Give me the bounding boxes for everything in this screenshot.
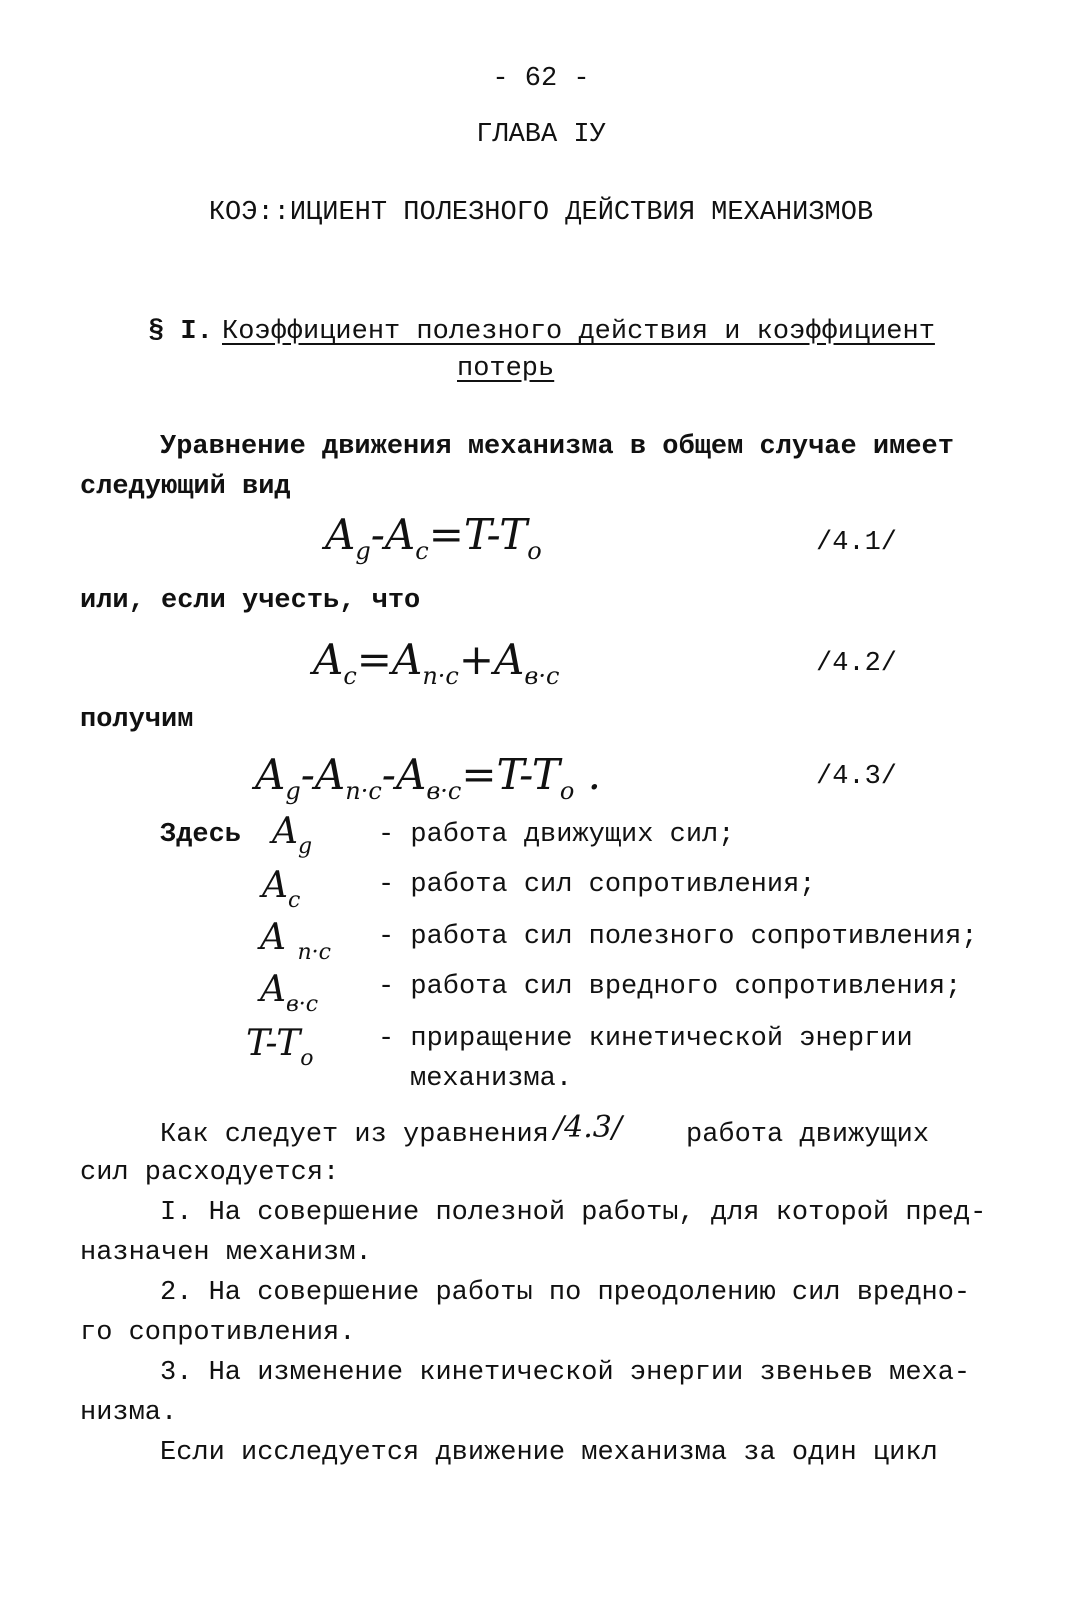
desc-Avc: - работа сил вредного сопротивления; bbox=[378, 972, 962, 1002]
list-item-3-line2: низма. bbox=[80, 1398, 178, 1428]
list-item-3-line1: 3. На изменение кинетической энергии звеньев меха- bbox=[160, 1358, 971, 1388]
list-item-1-line1: I. На совершение полезной работы, для которой пред- bbox=[160, 1198, 987, 1228]
equation-4-1: $A_g-A_c=T-T_o$ bbox=[325, 510, 542, 565]
symbol-Avc: $A_{в\cdot c}$ bbox=[260, 969, 319, 1017]
intro-line2: следующий вид bbox=[80, 472, 291, 502]
intro-line1: Уравнение движения механизма в общем случае имеет bbox=[160, 432, 954, 462]
symbol-Ag: $A_g$ bbox=[272, 811, 313, 859]
section-mark: § I. bbox=[148, 317, 213, 347]
equation-number-4-1: /4.1/ bbox=[816, 528, 898, 558]
or-text: или, если учесть, что bbox=[80, 586, 421, 616]
symbol-T-To: $T-T_o$ bbox=[246, 1023, 314, 1071]
chapter-heading: ГЛАВА IУ bbox=[476, 120, 606, 150]
desc-Anc: - работа сил полезного сопротивления; bbox=[378, 922, 978, 952]
para-line1b: работа движущих bbox=[686, 1120, 930, 1150]
desc-T-To-cont: механизма. bbox=[410, 1064, 573, 1094]
equation-4-3: $A_g-A_{n\cdot c}-A_{в\cdot c}=T-T_o$ . bbox=[255, 750, 602, 805]
chapter-title: КОЭ::ИЦИЕНТ ПОЛЕЗНОГО ДЕЙСТВИЯ МЕХАНИЗМОВ bbox=[208, 198, 874, 228]
equation-number-4-3: /4.3/ bbox=[816, 762, 898, 792]
section-title-line1: Коэффициент полезного действия и коэффициент bbox=[222, 317, 935, 347]
desc-T-To: - приращение кинетической энергии bbox=[378, 1024, 913, 1054]
section-title-line2: потерь bbox=[457, 354, 555, 384]
page-number: - 62 - bbox=[492, 64, 590, 94]
list-item-1-line2: назначен механизм. bbox=[80, 1238, 372, 1268]
desc-Ac: - работа сил сопротивления; bbox=[378, 870, 816, 900]
get-text: получим bbox=[80, 705, 194, 735]
where-label: Здесь bbox=[160, 820, 242, 850]
para-line1a: Как следует из уравнения bbox=[160, 1120, 549, 1150]
list-item-2-line1: 2. На совершение работы по преодолению сил вредно- bbox=[160, 1278, 971, 1308]
equation-4-2: $A_c=A_{n\cdot c}+A_{в\cdot c}$ bbox=[313, 635, 560, 690]
symbol-Ac: $A_c$ bbox=[262, 865, 301, 913]
equation-reference: /4.3/ bbox=[554, 1110, 622, 1145]
equation-number-4-2: /4.2/ bbox=[816, 649, 898, 679]
list-item-2-line2: го сопротивления. bbox=[80, 1318, 356, 1348]
symbol-Anc: A $_{n\cdot c}$ bbox=[260, 917, 331, 965]
para-last-line: Если исследуется движение механизма за один цикл bbox=[160, 1438, 938, 1468]
para-line2: сил расходуется: bbox=[80, 1158, 340, 1188]
desc-Ag: - работа движущих сил; bbox=[378, 820, 735, 850]
